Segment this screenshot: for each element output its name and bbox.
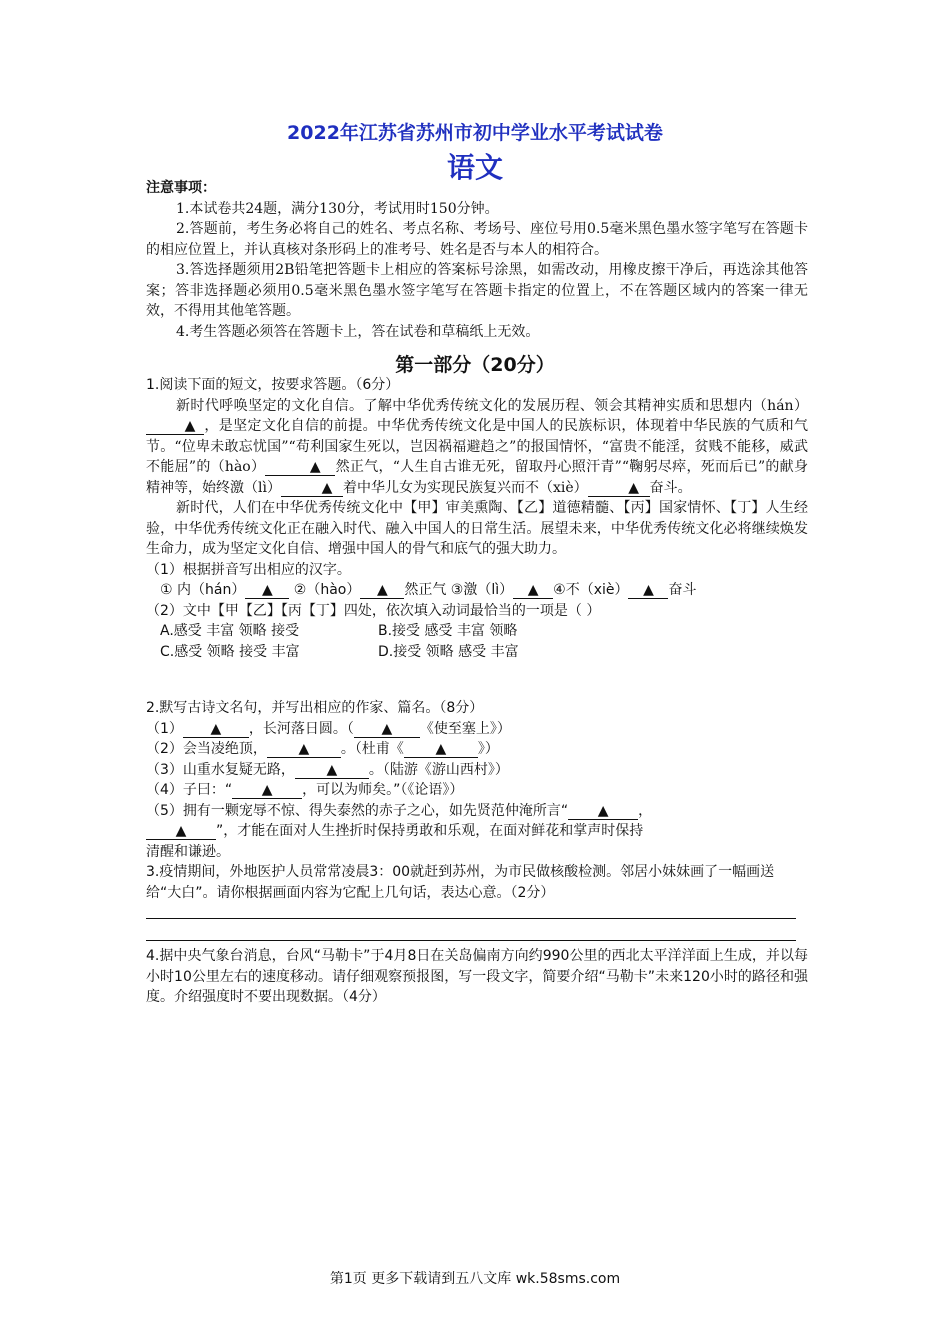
q1-sub1-blank-han: ▲ (245, 582, 289, 599)
question-1 (146, 375, 808, 662)
q2-l2-source: 。（杜甫《 (340, 741, 404, 757)
q1-sub1-blank-hao: ▲ (360, 582, 404, 599)
q2-line-1 (146, 719, 808, 740)
q1-passage-paragraph-2: 新时代，人们在中华优秀传统文化中【甲】审美熏陶、【乙】道德精髓、【丙】国家情怀、【丁】人生经验，中华优秀传统文化正在融入时代、融入中国人的日常生活。展望未来，中华优秀传统文化必将继续焕发生命力，成为坚定文化自信、增强中国人的骨气和底气的强大助力。 (146, 500, 808, 557)
q2-blank-2: ▲ (267, 741, 341, 758)
question-4 (146, 946, 808, 1008)
notice-item-3: 3.答选择题须用2B铅笔把答题卡上相应的答案标号涂黑，如需改动，用橡皮擦干净后，再选涂其他答案；答非选择题必须用0.5毫米黑色墨水签字笔写在答题卡指定的位置上，不在答题区域内的答案一律无效，不得用其他笔答题。 (146, 262, 808, 319)
q1-sub1: （1）根据拼音写出相应的汉字。 (146, 561, 351, 578)
q2-blank-author: ▲ (354, 721, 420, 738)
q2-l5-text: （5）拥有一颗宠辱不惊、得失泰然的赤子之心，如先贤范仲淹所言“ (146, 802, 569, 819)
q2-prompt: 2.默写古诗文名句，并写出相应的作家、篇名。（8分） (146, 700, 484, 716)
q1-blank-hao: ▲ (265, 459, 335, 476)
q2-l3-source: 。（陆游《游山西村》） (368, 761, 509, 778)
q1-sub1-blank-li: ▲ (513, 582, 553, 599)
q2-l4-source: ，可以为师矣。”（《论语》） (302, 782, 464, 798)
q1-sub1-item-li: 然正气 ③激（lì） (404, 582, 514, 598)
q2-blank-title: ▲ (404, 741, 478, 758)
q2-l2-text: （2）会当凌绝顶， (146, 741, 267, 757)
q1-blank-han: ▲ (146, 418, 204, 435)
q1-options-row-1 (146, 621, 808, 642)
q1-p1-text-3: 然正气，“人生自古谁无死，留取丹心照汗青”“鞠躬尽瘁，死而后已”的献身精神等，始终激（lì） (146, 459, 808, 496)
q1-option-b: B.接受 感受 丰富 领略 (378, 623, 518, 639)
q2-line-6 (146, 821, 808, 842)
q1-p1-text-5: 奋斗。 (649, 479, 692, 496)
q1-sub2: （2）文中【甲【乙】【丙【丁】四处，依次填入动词最恰当的一项是（ ） (146, 602, 601, 619)
q2-blank-5b: ▲ (146, 823, 216, 840)
q1-blank-xie: ▲ (588, 480, 650, 497)
q1-p1-text-2: ，是坚定文化自信的前提。中华优秀传统文化是中国人的民族标识，体现着中华民族的气质和气节。“位卑未敢忘忧国”“苟利国家生死以，岂因祸福避趋之”的报国情怀，“富贵不能淫，贫贱不能移，威武不能屈”的（hào） (146, 418, 808, 475)
notice-item-4: 4.考生答题必须答在答题卡上，答在试卷和草稿纸上无效。 (176, 323, 540, 340)
q1-option-c: C.感受 领略 接受 丰富 (160, 643, 300, 660)
q2-l3-text: （3）山重水复疑无路， (146, 761, 295, 778)
part1-heading: 第一部分（20分） (395, 354, 555, 376)
q2-blank-4: ▲ (232, 782, 302, 799)
q2-l1-label: （1） (146, 720, 183, 737)
notice-item-2: 2.答题前，考生务必将自己的姓名、考点名称、考场号、座位号用0.5毫米黑色墨水签字笔写在答题卡的相应位置上，并认真核对条形码上的准考号、姓名是否与本人的相符合。 (146, 221, 808, 258)
q2-blank-5a: ▲ (568, 803, 638, 820)
q2-l4-text: （4）子曰：“ (146, 782, 233, 798)
q2-line-3 (146, 760, 808, 781)
q1-blank-li: ▲ (281, 480, 343, 497)
q1-sub1-answers (146, 580, 808, 601)
q1-option-a: A.感受 丰富 领略 接受 (160, 623, 300, 639)
q1-sub1-item-end: 奋斗 (668, 582, 697, 598)
q1-prompt: 1.阅读下面的短文，按要求答题。（6分） (146, 377, 400, 393)
q2-line-5 (146, 801, 808, 822)
subject-title: 语文 (446, 151, 503, 184)
q2-line-7: 清醒和谦逊。 (146, 843, 230, 860)
q2-line-2 (146, 739, 808, 760)
q1-sub1-item-hao: ②（hào） (289, 582, 361, 598)
q3-answer-line-1 (146, 918, 796, 919)
q2-blank-3: ▲ (295, 762, 369, 779)
q4-prompt: 4.据中央气象台消息，台风“马勒卡”于4月8日在关岛偏南方向约990公里的西北太平洋洋面上生成，并以每小时10公里左右的速度移动。请仔细观察预报图，写一段文字，简要介绍“马勒卡”未来120小时的路径和强度。介绍强度时不要出现数据。（4分） (146, 948, 808, 1005)
notice-heading: 注意事项： (146, 180, 216, 196)
q1-options-row-2 (146, 642, 808, 663)
q1-sub1-item-xie: ④不（xiè） (553, 582, 629, 598)
notice-item-1: 1.本试卷共24题，满分130分，考试用时150分钟。 (176, 200, 499, 217)
exam-title: 2022年江苏省苏州市初中学业水平考试试卷 (287, 122, 663, 144)
q1-sub1-blank-xie: ▲ (628, 582, 668, 599)
q1-option-d: D.接受 领略 感受 丰富 (378, 643, 519, 660)
q2-blank-1: ▲ (183, 721, 249, 738)
q3-prompt: 3.疫情期间，外地医护人员常常凌晨3：00就赶到苏州，为市民做核酸检测。邻居小妹妹画了一幅画送给“大白”。请你根据画面内容为它配上几句话，表达心意。（2分） (146, 864, 775, 901)
q2-l5-continue: ”，才能在面对人生挫折时保持勇敢和乐观，在面对鲜花和掌声时保持 (216, 823, 644, 839)
q2-line-4 (146, 780, 808, 801)
q2-l5-comma: ， (638, 802, 653, 819)
q1-p1-text-4: 着中华儿女为实现民族复兴而不（xiè） (342, 479, 588, 496)
q2-l1-source: 《使至塞上》） (419, 720, 511, 737)
question-3 (146, 862, 808, 903)
q1-passage-paragraph-1 (146, 396, 808, 499)
question-2 (146, 698, 808, 862)
q1-sub1-item-han: ① 内（hán） (160, 582, 246, 598)
page-footer: 第1页 更多下载请到五八文库 wk.58sms.com (329, 1271, 621, 1287)
q2-l1-text: ，长河落日圆。（ (248, 720, 354, 737)
q3-answer-line-2 (146, 940, 796, 941)
notice-section (146, 178, 808, 342)
q1-p1-text-1: 新时代呼唤坚定的文化自信。了解中华优秀传统文化的发展历程、领会其精神实质和思想内（hán） (176, 397, 808, 414)
q2-l2-end: 》） (477, 741, 499, 757)
